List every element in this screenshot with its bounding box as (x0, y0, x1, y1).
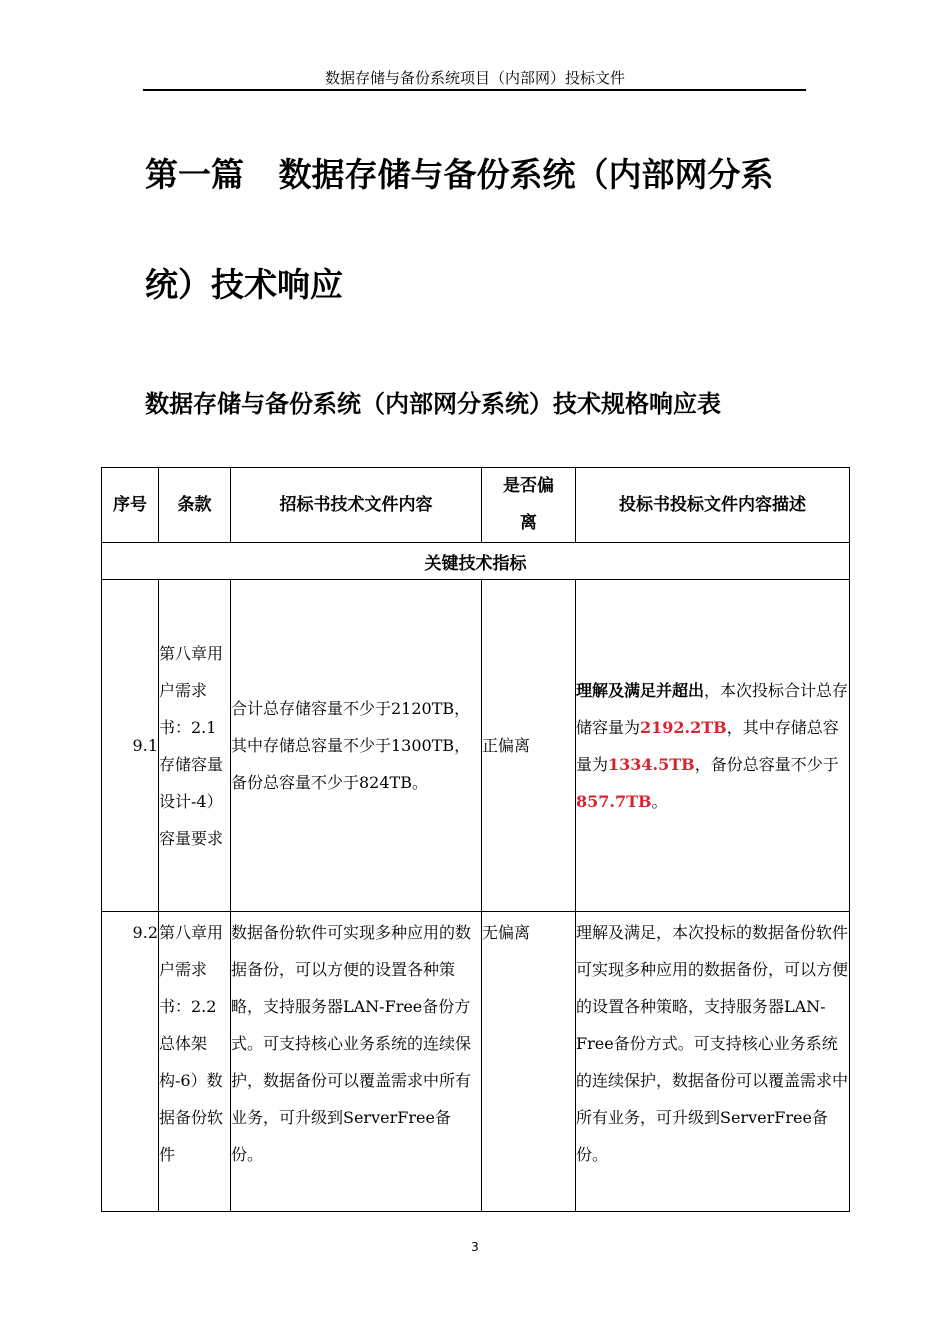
row-tender-content: 数据备份软件可实现多种应用的数据备份，可以方便的设置各种策略，支持服务器LAN-Free备份方式。可支持核心业务系统的连续保护，数据备份可以覆盖需求中所有业务，可升级到ServerFree备份。 (231, 912, 482, 1212)
header-bid-description: 投标书投标文件内容描述 (576, 468, 850, 543)
header-index: 序号 (102, 468, 159, 543)
table-row (102, 912, 850, 1212)
page-number: 3 (471, 1240, 479, 1254)
chapter-title (145, 120, 815, 340)
bid-text-part4: 。 (651, 791, 668, 811)
page-header-title: 数据存储与备份系统项目（内部网）投标文件 (324, 69, 625, 87)
chapter-title-line1: 第一篇 数据存储与备份系统（内部网分系 (145, 155, 774, 194)
row-tender-content: 合计总存储容量不少于2120TB，其中存储总容量不少于1300TB，备份总容量不少于824TB。 (231, 580, 482, 912)
bid-backup-capacity: 857.7TB (576, 791, 652, 811)
row-deviation: 无偏离 (482, 912, 576, 1212)
header-clause: 条款 (159, 468, 231, 543)
section-title: 数据存储与备份系统（内部网分系统）技术规格响应表 (145, 390, 721, 418)
table-header-row (102, 468, 850, 543)
band-key-indicators: 关键技术指标 (102, 543, 850, 580)
header-deviation: 是否偏离 (482, 468, 576, 543)
bid-text-part2: ，其中存储总容量为 (576, 717, 839, 774)
bid-total-capacity: 2192.2TB (640, 717, 727, 737)
band-row (102, 543, 850, 580)
row-index: 9.1 (102, 580, 159, 912)
bid-text-part3: ，备份总容量不少于 (694, 754, 839, 774)
row-bid-description (576, 580, 850, 912)
table-row (102, 580, 850, 912)
chapter-title-line2: 统）技术响应 (145, 265, 343, 304)
row-index: 9.2 (102, 912, 159, 1212)
spec-response-table (101, 467, 850, 1212)
row-deviation: 正偏离 (482, 580, 576, 912)
bid-text-part1: ，本次投标合计总存储容量为 (576, 680, 849, 737)
header-rule (143, 89, 806, 91)
row-clause: 第八章用户需求书：2.1存储容量设计-4）容量要求 (159, 580, 231, 912)
row-clause: 第八章用户需求书：2.2总体架构-6）数据备份软件 (159, 912, 231, 1212)
bid-lead: 理解及满足并超出 (576, 680, 705, 700)
header-tender-content: 招标书技术文件内容 (231, 468, 482, 543)
bid-storage-capacity: 1334.5TB (608, 754, 695, 774)
row-bid-description: 理解及满足，本次投标的数据备份软件可实现多种应用的数据备份，可以方便的设置各种策略，支持服务器LAN-Free备份方式。可支持核心业务系统的连续保护，数据备份可以覆盖需求中所有业务，可升级到ServerFree备份。 (576, 912, 850, 1212)
